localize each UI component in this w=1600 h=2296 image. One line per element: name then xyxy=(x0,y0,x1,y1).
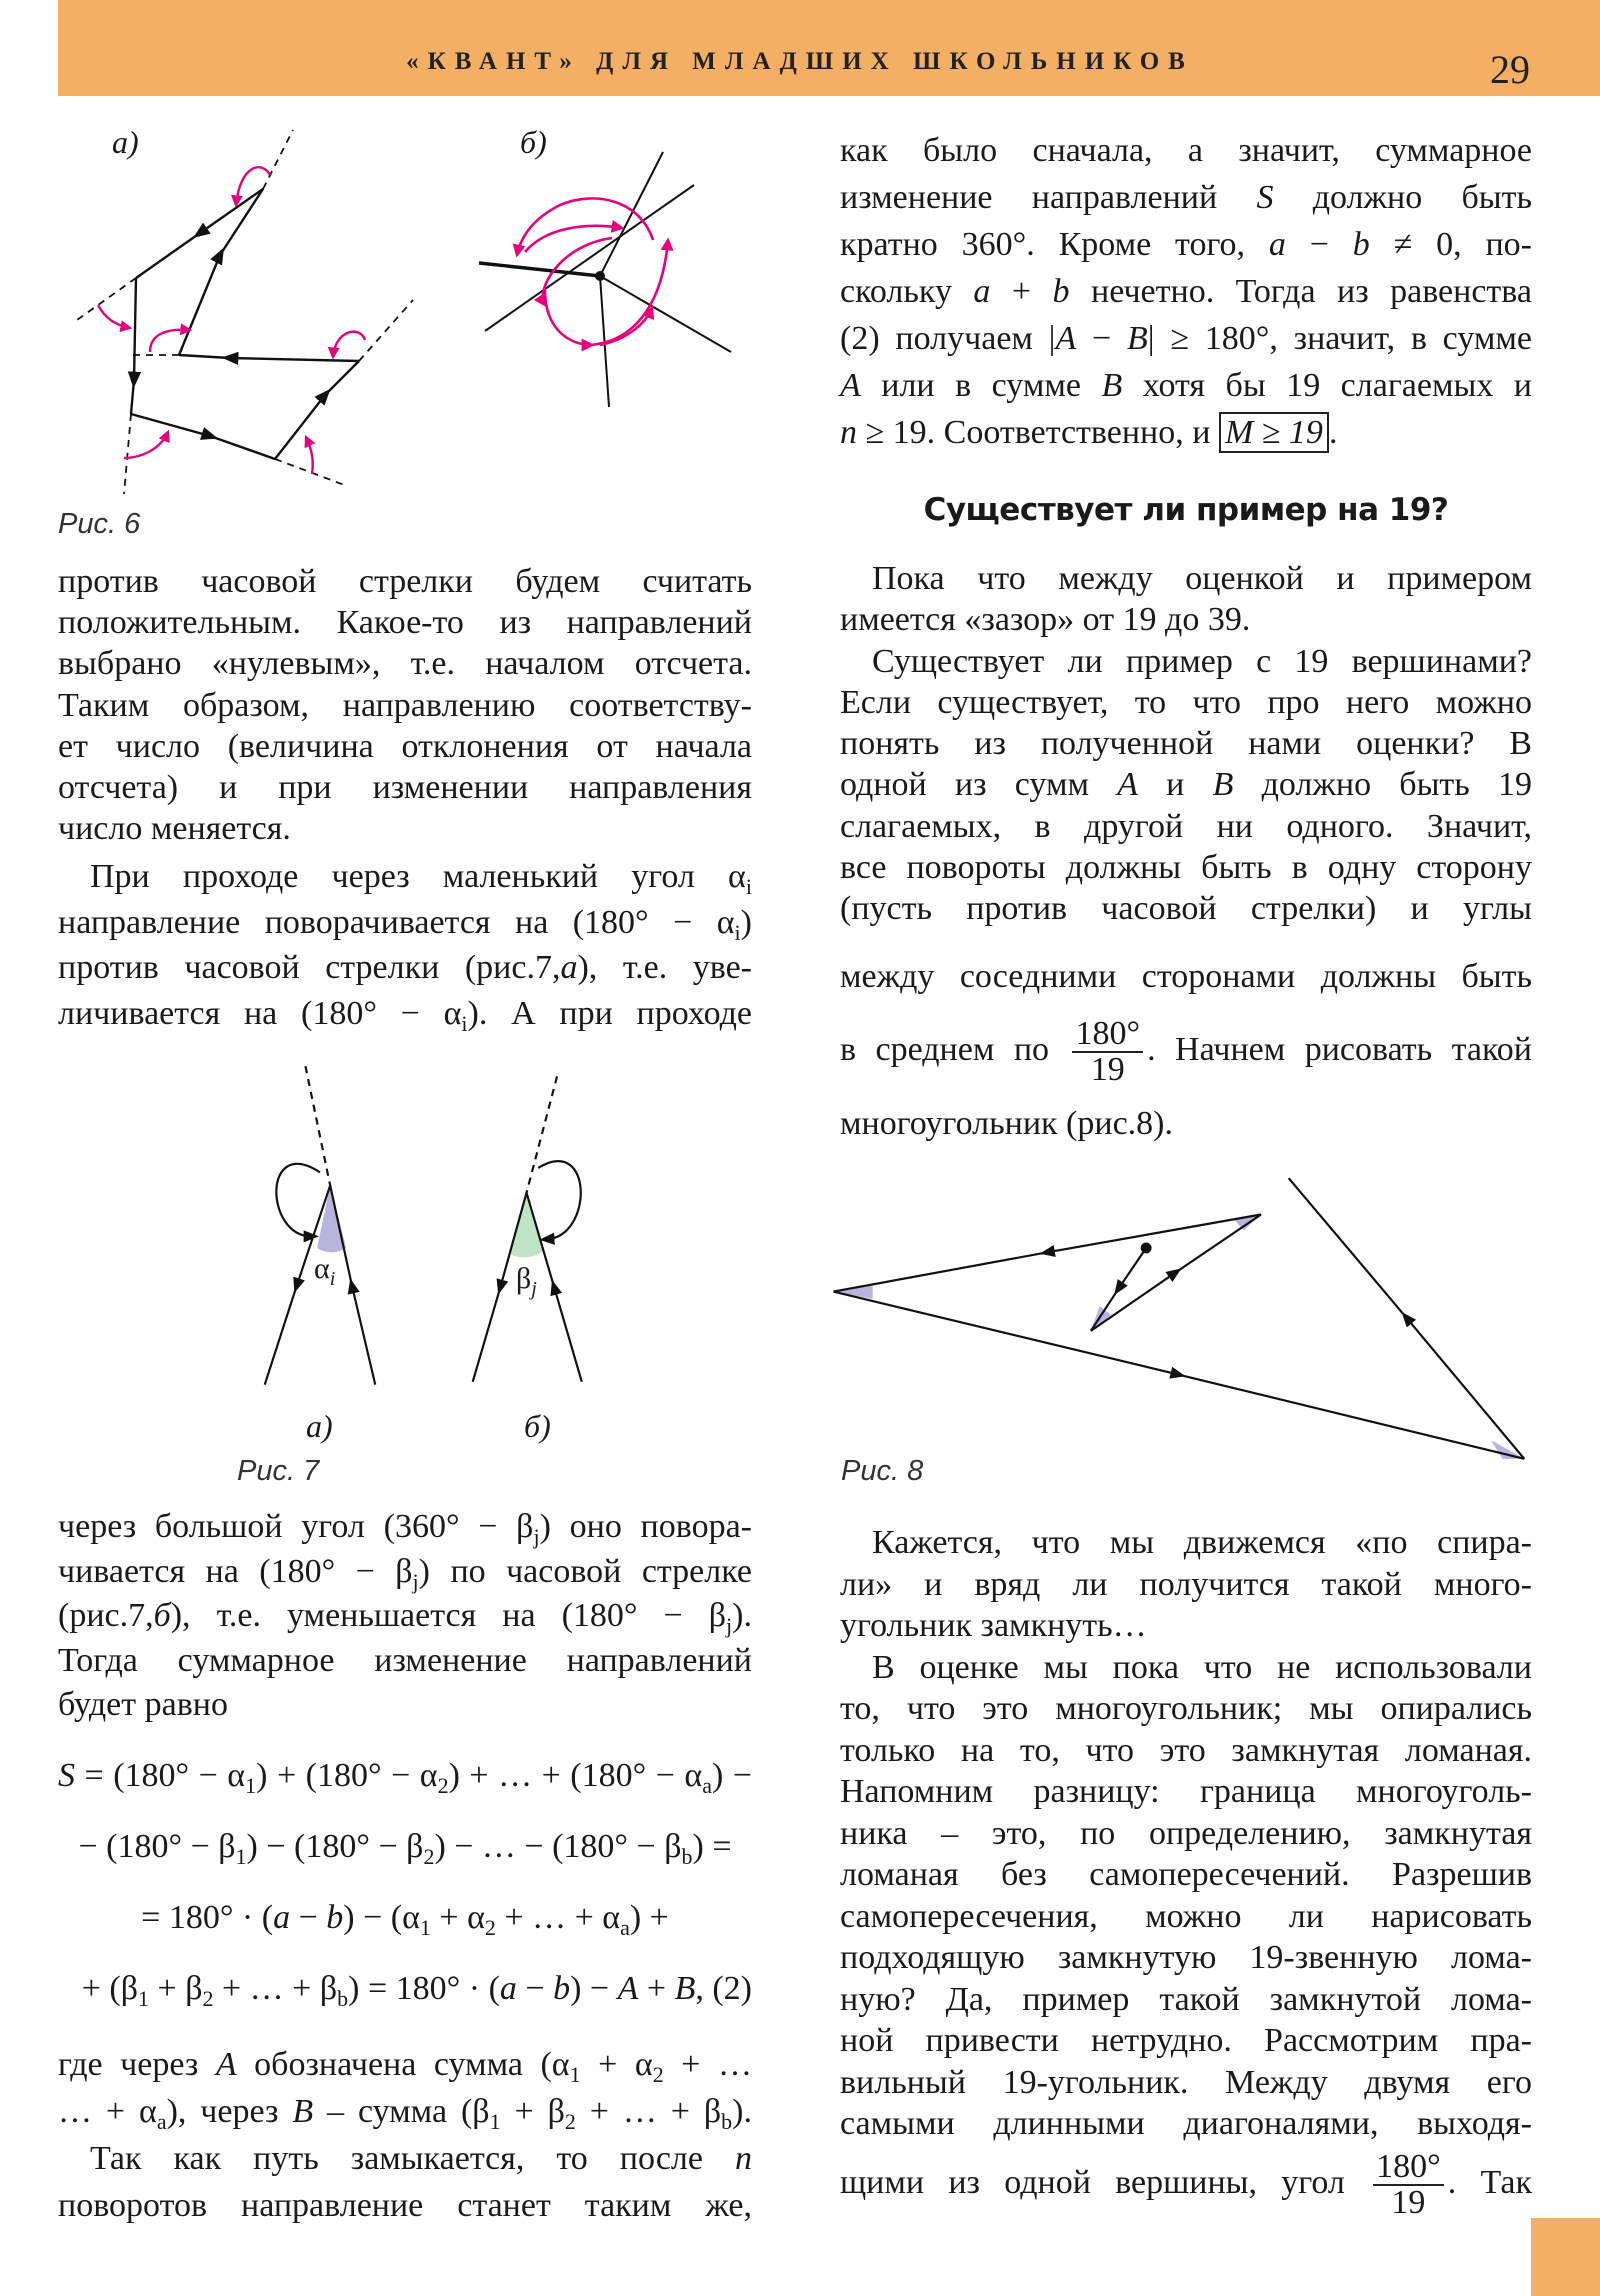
text-run: ) + … + (180° − α xyxy=(448,1757,703,1794)
text-line xyxy=(58,1683,752,1728)
text-run: щими из одной вершины, угол xyxy=(840,2164,1370,2201)
text-line xyxy=(840,599,1532,640)
text-run: угольник замкнуть… xyxy=(840,1607,1147,1644)
text-run: . Начнем рисовать такой xyxy=(1147,1031,1532,1068)
edge xyxy=(131,278,136,414)
subscript: 2 xyxy=(202,1986,214,2011)
fraction-denominator: 19 xyxy=(1090,1051,1125,1089)
math-variable: S xyxy=(58,1757,75,1794)
text-run: слагаемых, в другой ни одного. Значит, xyxy=(840,807,1532,845)
text-line xyxy=(58,1882,752,1953)
text-line xyxy=(58,808,752,849)
text-line xyxy=(840,723,1532,764)
corner-tab xyxy=(1531,2218,1600,2296)
text-line xyxy=(58,1505,752,1550)
text-run: + … + β xyxy=(575,2093,722,2130)
text-run: обозначена сумма (α xyxy=(236,2046,570,2083)
text-line xyxy=(840,1522,1532,1564)
text-run: все повороты должны быть в одну сторону xyxy=(840,848,1532,886)
text-line xyxy=(58,945,752,991)
text-line xyxy=(840,1647,1532,1689)
math-variable: A xyxy=(1117,766,1138,804)
text-line xyxy=(840,2148,1532,2220)
subscript: i xyxy=(461,1011,468,1037)
text-run: , (2) xyxy=(695,1970,752,2007)
text-run: выбрано «нулевым», т.е. началом отсчета. xyxy=(58,645,752,683)
text-run: ной привести нетрудно. Рассмотрим пра- xyxy=(840,2022,1532,2059)
text-run: самопересечения, можно ли нарисовать xyxy=(840,1897,1532,1935)
right-paragraph-5 xyxy=(840,2148,1532,2220)
header-title: «КВАНТ» ДЛЯ МЛАДШИХ ШКОЛЬНИКОВ xyxy=(406,48,1194,75)
right-paragraph-4 xyxy=(840,1522,1532,2145)
math-variable: A xyxy=(1055,320,1077,357)
text-run: вильный 19-угольник. Между двумя его xyxy=(840,2063,1532,2101)
math-variable: B xyxy=(1212,766,1234,804)
text-line xyxy=(58,991,752,1037)
subscript: 1 xyxy=(489,2109,501,2134)
text-line xyxy=(840,362,1532,409)
text-run: ). xyxy=(732,1597,752,1634)
math-variable: B xyxy=(1127,320,1148,357)
text-run: подходящую замкнутую 19-звенную лома- xyxy=(840,1939,1532,1976)
subscript: b xyxy=(337,1986,349,2011)
math-variable: n xyxy=(735,2140,752,2177)
right-paragraph-1 xyxy=(840,127,1532,456)
text-run: ) − xyxy=(711,1757,752,1794)
text-run: Так как путь замыкается, то после xyxy=(90,2140,735,2177)
text-run: − (180° − β xyxy=(78,1828,236,1865)
text-line xyxy=(58,1740,752,1811)
text-line xyxy=(840,682,1532,723)
fig7-label-b: б) xyxy=(524,1408,551,1444)
math-variable: B xyxy=(1101,367,1123,404)
subscript: 1 xyxy=(235,1844,247,1869)
alpha-symbol: α xyxy=(314,1252,330,1285)
figure-6b xyxy=(479,152,731,407)
math-variable: a xyxy=(1268,226,1286,263)
text-run: должно быть 19 xyxy=(1233,766,1532,804)
math-variable: b xyxy=(1052,273,1070,310)
text-line xyxy=(840,315,1532,362)
text-run: ) по часовой стрелке xyxy=(418,1552,753,1590)
text-run: хотя бы 19 слагаемых и xyxy=(1122,367,1533,404)
right-paragraph-2 xyxy=(840,558,1532,929)
fig7-label-a: а) xyxy=(306,1408,333,1444)
text-run: многоугольник (рис.8). xyxy=(840,1105,1173,1143)
text-line xyxy=(840,2103,1532,2145)
text-run: + xyxy=(638,1970,675,2007)
text-run: где через xyxy=(58,2046,216,2083)
figure-6a xyxy=(77,130,413,494)
fraction-numerator: 180° xyxy=(1373,2150,1444,2186)
math-variable: b xyxy=(1352,226,1370,263)
text-line xyxy=(840,1564,1532,1606)
text-line xyxy=(58,685,752,726)
math-variable: b xyxy=(553,1970,571,2007)
text-line xyxy=(58,2135,752,2182)
subscript: 2 xyxy=(484,1915,496,1940)
text-run: ) − … − (180° − β xyxy=(434,1828,682,1865)
text-run: ет число (величина отклонения от начала xyxy=(58,727,752,765)
text-run: через большой угол (360° − β xyxy=(58,1508,534,1545)
text-run: − xyxy=(1285,226,1353,263)
text-line xyxy=(58,726,752,767)
text-run: Кажется, что мы движемся «по спира- xyxy=(872,1524,1532,1561)
subscript: a xyxy=(156,2109,167,2134)
text-run: ). А при проходе xyxy=(467,995,752,1033)
subscript: b xyxy=(681,1844,693,1869)
fraction xyxy=(1072,1017,1143,1087)
text-run: – сумма (β xyxy=(313,2093,490,2130)
text-line xyxy=(840,1605,1532,1647)
figure-7 xyxy=(265,1066,582,1385)
text-run: (рис.7, xyxy=(58,1597,154,1634)
text-run: в среднем по xyxy=(840,1031,1069,1068)
text-run: ) оно повора- xyxy=(539,1508,752,1545)
alpha-label xyxy=(314,1252,335,1291)
boxed-answer: M ≥ 19 xyxy=(1219,412,1329,453)
text-run: + … xyxy=(663,2046,752,2083)
text-run: ) − (α xyxy=(343,1899,420,1936)
fig6-label-a: а) xyxy=(112,124,139,160)
text-run: ника – это, по определению, замкнутая xyxy=(840,1814,1532,1852)
text-run: кратно 360°. Кроме того, xyxy=(840,226,1269,263)
subscript: 1 xyxy=(569,2062,581,2087)
text-line xyxy=(840,888,1532,929)
text-run: ), т.е. уменьшается на (180° − β xyxy=(170,1597,727,1634)
subscript: 2 xyxy=(564,2109,576,2134)
text-line xyxy=(840,409,1532,456)
text-run: ли» и вряд ли получится такой много- xyxy=(840,1565,1532,1603)
text-run: + … + α xyxy=(495,1899,621,1936)
text-run: Пока что между оценкой и примером xyxy=(872,560,1532,597)
text-run: ) − (180° − β xyxy=(246,1828,424,1865)
text-line xyxy=(58,2041,752,2088)
subscript: j xyxy=(412,1568,419,1594)
text-run: + β xyxy=(149,1970,203,2007)
text-line xyxy=(58,643,752,684)
text-run: скольку xyxy=(840,273,974,310)
text-run: число меняется. xyxy=(58,810,291,848)
subscript: a xyxy=(702,1773,712,1798)
subscript: 1 xyxy=(245,1773,257,1798)
text-line xyxy=(840,221,1532,268)
text-run: против часовой стрелки (рис.7, xyxy=(58,949,561,987)
text-run: понять из полученной нами оценки? В xyxy=(840,725,1532,762)
text-run: + β xyxy=(500,2093,565,2130)
text-run: Существует ли пример с 19 вершинами? xyxy=(872,642,1532,680)
text-line xyxy=(840,764,1532,805)
edge xyxy=(136,189,263,278)
fig8-caption: Рис. 8 xyxy=(841,1455,924,1487)
text-run: При проходе через маленький угол α xyxy=(90,858,746,895)
text-run: ≥ 19. Соответственно, и xyxy=(857,414,1219,451)
right-paragraph-3 xyxy=(840,940,1532,1160)
text-run: или в сумме xyxy=(860,367,1102,404)
subscript: b xyxy=(721,2109,733,2134)
text-line xyxy=(58,2182,752,2229)
text-run: + … + β xyxy=(213,1970,338,2007)
left-paragraph-3 xyxy=(58,1505,752,1728)
formula-2 xyxy=(58,1740,752,2024)
text-line xyxy=(840,268,1532,315)
text-run: − xyxy=(516,1970,554,2007)
text-run: и xyxy=(1137,766,1213,804)
text-line xyxy=(840,641,1532,682)
text-run: личивается на (180° − α xyxy=(58,995,462,1033)
text-run: имеется «зазор» от 19 до 39. xyxy=(840,601,1251,639)
text-line xyxy=(840,847,1532,888)
math-variable: b xyxy=(326,1899,344,1936)
text-line xyxy=(840,2020,1532,2062)
text-run: ломаная без самопересечений. Разрешив xyxy=(840,1856,1532,1893)
text-run: ную? Да, пример такой замкнутой лома- xyxy=(840,1980,1532,2018)
beta-symbol: β xyxy=(516,1262,532,1295)
section-heading: Существует ли пример на 19? xyxy=(923,492,1449,528)
text-run: ) = 180° · ( xyxy=(348,1970,500,2007)
text-line xyxy=(840,1688,1532,1730)
text-run: самыми длинными диагоналями, выходя- xyxy=(840,2105,1532,2142)
math-variable: B xyxy=(292,2093,314,2130)
text-line xyxy=(58,1550,752,1595)
text-run: то, что это многоугольник; мы опирались xyxy=(840,1690,1532,1727)
text-line xyxy=(58,1594,752,1639)
text-run: ), т.е. уве- xyxy=(577,949,752,987)
text-run: между соседними сторонами должны быть xyxy=(840,958,1532,995)
subscript: 1 xyxy=(138,1986,150,2011)
fig6-caption: Рис. 6 xyxy=(58,508,141,540)
page-number: 29 xyxy=(1490,47,1530,92)
text-run: + α xyxy=(580,2046,653,2083)
subscript: i xyxy=(734,919,741,945)
text-run: изменение направлений xyxy=(840,179,1257,216)
fraction-denominator: 19 xyxy=(1391,2184,1426,2222)
text-line xyxy=(840,1854,1532,1896)
text-run: = 180° · ( xyxy=(141,1899,274,1936)
text-line xyxy=(58,2088,752,2135)
text-line xyxy=(840,2062,1532,2104)
text-line xyxy=(840,1937,1532,1979)
subscript: a xyxy=(620,1915,630,1940)
math-variable: a xyxy=(499,1970,517,2007)
math-variable: a xyxy=(973,273,991,310)
text-line xyxy=(840,1730,1532,1772)
fig6-label-b: б) xyxy=(520,124,547,160)
figure-8 xyxy=(833,1178,1524,1459)
text-line xyxy=(840,940,1532,1013)
text-line xyxy=(58,767,752,808)
text-run: ) = xyxy=(692,1828,732,1865)
beta-subscript: j xyxy=(531,1278,537,1300)
text-line xyxy=(840,1896,1532,1938)
subscript: 2 xyxy=(423,1844,435,1869)
text-run: ) xyxy=(740,903,752,941)
text-run: только на то, что это замкнутая ломаная. xyxy=(840,1731,1532,1769)
text-line xyxy=(840,1771,1532,1813)
text-line xyxy=(840,127,1532,174)
text-run: Таким образом, направлению соответству- xyxy=(58,686,752,724)
text-line xyxy=(840,558,1532,599)
text-run: ≠ 0, по- xyxy=(1369,226,1532,263)
subscript: 2 xyxy=(652,2062,664,2087)
fraction-numerator: 180° xyxy=(1072,1017,1143,1053)
text-run: положительным. Какое-то из направлений xyxy=(58,604,752,642)
text-run: − xyxy=(290,1899,327,1936)
subscript: i xyxy=(745,874,752,899)
text-run: будет равно xyxy=(58,1686,228,1723)
beta-wedge xyxy=(509,1193,544,1258)
text-line xyxy=(58,1811,752,1882)
text-run: (пусть против часовой стрелки) и углы xyxy=(840,890,1532,927)
text-run: В оценке мы пока что не использовали xyxy=(872,1648,1532,1686)
text-run: + (β xyxy=(81,1970,139,2007)
text-run: … + α xyxy=(58,2093,157,2130)
math-variable: a xyxy=(273,1899,291,1936)
math-variable: S xyxy=(1256,179,1274,216)
text-run: чивается на (180° − β xyxy=(58,1552,413,1590)
text-run: Напомним разницу: граница многоуголь- xyxy=(840,1773,1532,1810)
beta-label xyxy=(516,1262,537,1301)
text-run: направление поворачивается на (180° − α xyxy=(58,903,735,941)
text-run: поворотов направление станет таким же, xyxy=(58,2187,752,2224)
left-paragraph-4 xyxy=(58,2041,752,2229)
text-line xyxy=(58,561,752,602)
text-line xyxy=(840,806,1532,847)
math-variable: A xyxy=(617,1970,639,2007)
text-line xyxy=(840,1087,1532,1160)
text-run: отсчета) и при изменении направления xyxy=(58,769,752,807)
alpha-subscript: i xyxy=(329,1268,336,1290)
math-variable: A xyxy=(840,367,861,404)
edge xyxy=(275,361,359,459)
edge xyxy=(179,189,263,355)
text-run: . xyxy=(1328,414,1338,451)
text-line xyxy=(58,1639,752,1684)
text-run: ) + (180° − α xyxy=(256,1757,438,1794)
text-run: Если существует, то что про него можно xyxy=(840,683,1532,721)
text-line xyxy=(58,1953,752,2024)
text-run: − xyxy=(1076,320,1127,357)
subscript: 2 xyxy=(437,1773,449,1798)
math-variable: B xyxy=(674,1970,696,2007)
fraction xyxy=(1373,2150,1444,2220)
text-run: ). xyxy=(732,2093,752,2130)
text-run: + xyxy=(990,273,1053,310)
subscript: 1 xyxy=(419,1915,431,1940)
left-paragraph-1 xyxy=(58,561,752,849)
text-run: ), через xyxy=(166,2093,293,2130)
math-variable: A xyxy=(215,2046,237,2083)
text-line xyxy=(840,1979,1532,2021)
text-run: как было сначала, а значит, суммарное xyxy=(840,132,1532,169)
math-variable: а xyxy=(560,949,578,987)
text-line xyxy=(840,1013,1532,1087)
text-line xyxy=(58,602,752,643)
subscript: j xyxy=(533,1524,540,1549)
text-line xyxy=(840,1813,1532,1855)
text-run: Тогда суммарное изменение направлений xyxy=(58,1641,752,1679)
text-run: ) − xyxy=(570,1970,618,2007)
text-run: (2) получаем | xyxy=(840,320,1056,357)
text-line xyxy=(840,174,1532,221)
text-line xyxy=(58,854,752,900)
text-run: должно быть xyxy=(1273,179,1532,216)
fig7-caption: Рис. 7 xyxy=(237,1455,320,1487)
text-run: одной из сумм xyxy=(840,766,1118,804)
text-run: против часовой стрелки будем считать xyxy=(58,563,752,600)
math-variable: n xyxy=(840,414,857,451)
text-run: нечетно. Тогда из равенства xyxy=(1069,273,1532,310)
subscript: j xyxy=(726,1613,733,1638)
text-run: = (180° − α xyxy=(75,1757,246,1794)
text-line xyxy=(58,900,752,946)
math-variable: б xyxy=(153,1597,171,1634)
text-run: | ≥ 180°, значит, в сумме xyxy=(1147,320,1532,357)
edge xyxy=(131,414,275,459)
text-run: ) + xyxy=(629,1899,669,1936)
text-run: . Так xyxy=(1447,2164,1533,2201)
left-paragraph-2 xyxy=(58,854,752,1037)
text-run: + α xyxy=(430,1899,485,1936)
